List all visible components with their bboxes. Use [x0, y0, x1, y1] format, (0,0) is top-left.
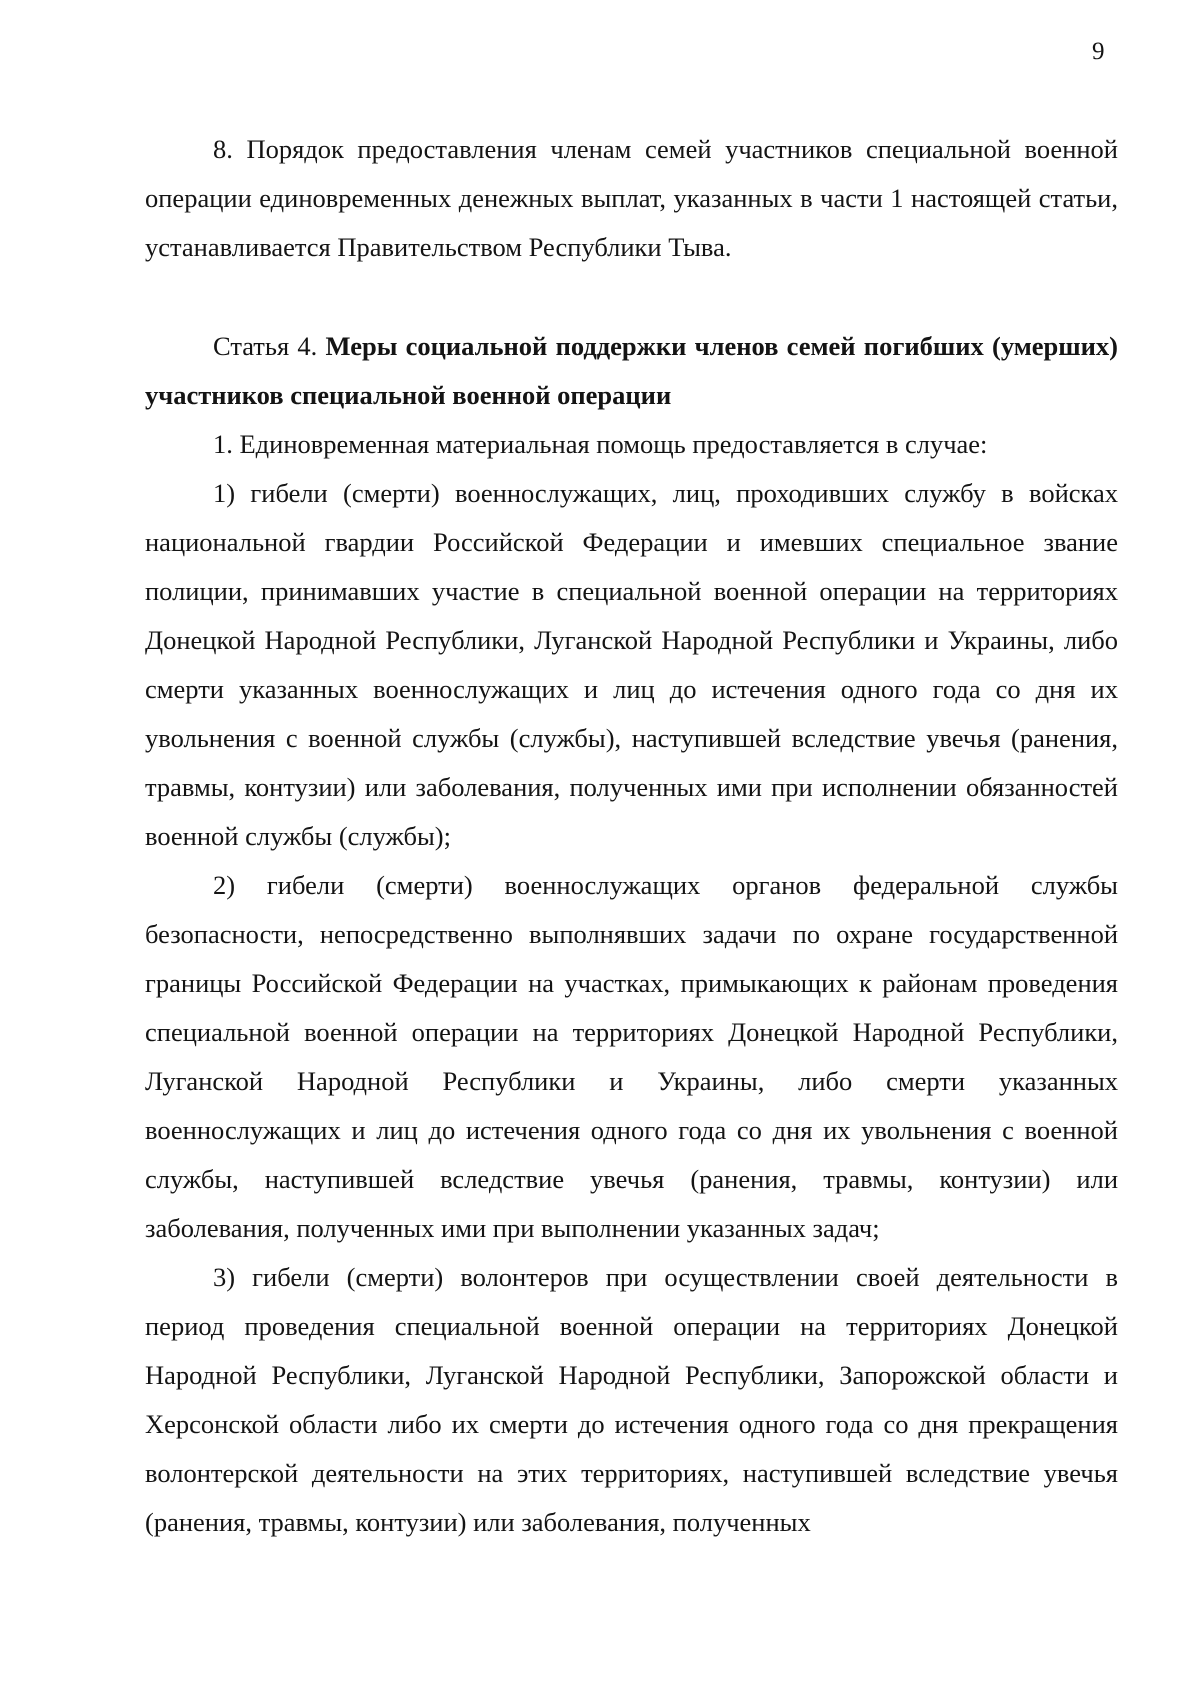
subparagraph-2: 2) гибели (смерти) военнослужащих органов федеральной службы безопасности, непосредственно выполнявших задачи по охране государственной границы Российской Федерации на участках, примыкающих к районам проведения специальной военной операции на территориях Донецкой Народной Республики, Луганской Народной Республики и Украины, либо смерти указанных военнослужащих и лиц до истечения одного года со дня их увольнения с военной службы, наступившей вследствие увечья (ранения, травмы, контузии) или заболевания, полученных ими при выполнении указанных задач;	[145, 870, 1118, 1243]
paragraph-8: 8. Порядок предоставления членам семей участников специальной военной операции единовременных денежных выплат, указанных в части 1 настоящей статьи, устанавливается Правительством Республики Тыва.	[145, 134, 1118, 262]
page-number: 9	[1092, 38, 1105, 65]
article-title: Меры социальной поддержки членов семей погибших (умерших) участников специальной военной операции	[145, 331, 1118, 410]
paragraph-1: 1. Единовременная материальная помощь предоставляется в случае:	[213, 429, 988, 459]
document-body	[145, 125, 1118, 1547]
article-label: Статья 4.	[213, 331, 318, 361]
subparagraph-1: 1) гибели (смерти) военнослужащих, лиц, проходивших службу в войсках национальной гвардии Российской Федерации и имевших специальное звание полиции, принимавших участие в специальной военной операции на территориях Донецкой Народной Республики, Луганской Народной Республики и Украины, либо смерти указанных военнослужащих и лиц до истечения одного года со дня их увольнения с военной службы (службы), наступившей вследствие увечья (ранения, травмы, контузии) или заболевания, полученных ими при исполнении обязанностей военной службы (службы);	[145, 478, 1118, 851]
article-heading	[145, 322, 1118, 420]
subparagraph-3: 3) гибели (смерти) волонтеров при осуществлении своей деятельности в период проведения специальной военной операции на территориях Донецкой Народной Республики, Луганской Народной Республики, Запорожской области и Херсонской области либо их смерти до истечения одного года со дня прекращения волонтерской деятельности на этих территориях, наступившей вследствие увечья (ранения, травмы, контузии) или заболевания, полученных	[145, 1262, 1118, 1537]
